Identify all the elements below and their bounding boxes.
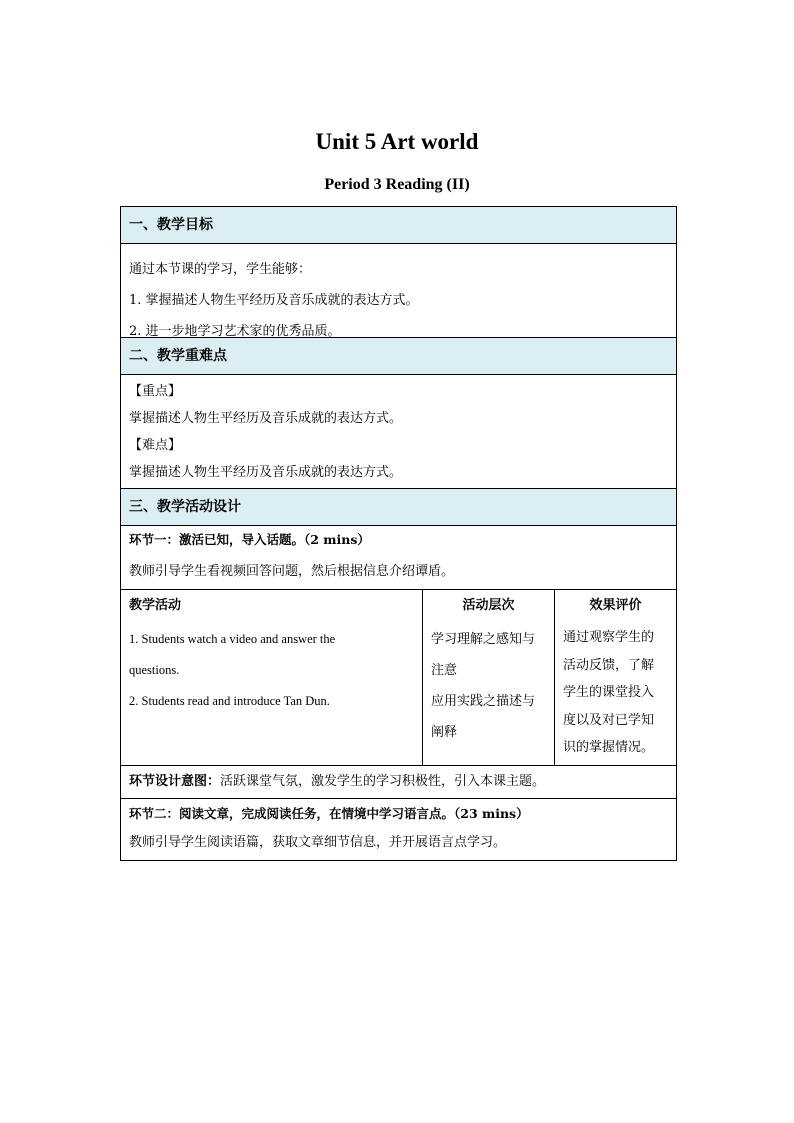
evaluation-line: 学生的课堂投入: [563, 685, 655, 700]
activity-table: [121, 590, 676, 766]
activity-line: 1. Students watch a video and answer the: [129, 632, 336, 646]
goals-intro: 通过本节课的学习，学生能够：: [129, 262, 312, 277]
evaluation-line: 通过观察学生的: [563, 630, 655, 645]
evaluation-line: 识的掌握情况。: [563, 740, 655, 755]
key-point-label: 【重点】: [129, 384, 182, 399]
difficult-point-label: 【难点】: [129, 438, 182, 453]
goals-item-1: 1. 掌握描述人物生平经历及音乐成就的表达方式。: [129, 293, 419, 308]
evaluation-column-header: 效果评价: [589, 598, 642, 613]
page-subtitle: Period 3 Reading (II): [324, 176, 470, 193]
step1-intent-text: 活跃课堂气氛，激发学生的学习积极性，引入本课主题。: [220, 774, 546, 789]
activity-column: [121, 590, 423, 765]
evaluation-line: 活动反馈，了解: [563, 657, 655, 673]
step1-intent-label: 环节设计意图：: [129, 774, 221, 789]
key-point-text: 掌握描述人物生平经历及音乐成就的表达方式。: [129, 411, 403, 426]
activity-line: questions.: [129, 663, 180, 677]
goals-content: [121, 244, 676, 338]
step1-intent: [121, 766, 676, 799]
level-line: 应用实践之描述与: [431, 694, 536, 709]
evaluation-line: 度以及对已学知: [563, 712, 655, 728]
lesson-plan-table: [120, 206, 677, 861]
step1-title: 环节一：激活已知，导入话题。（2 mins）: [129, 532, 370, 547]
evaluation-column: [555, 590, 676, 765]
goals-item-2: 2. 进一步地学习艺术家的优秀品质。: [129, 324, 341, 339]
level-line: 阐释: [431, 725, 458, 740]
level-column-header: 活动层次: [462, 598, 515, 613]
step2-desc: 教师引导学生阅读语篇，获取文章细节信息，并开展语言点学习。: [129, 835, 507, 850]
section-heading-focus: 二、教学重难点: [121, 338, 676, 375]
focus-content: [121, 375, 676, 489]
step1-desc: 教师引导学生看视频回答问题，然后根据信息介绍谭盾。: [121, 554, 676, 590]
activity-column-header: 教学活动: [129, 598, 182, 613]
page-title: Unit 5 Art world: [315, 129, 479, 154]
level-line: 学习理解之感知与: [431, 632, 536, 647]
step2-title: 环节二：阅读文章，完成阅读任务，在情境中学习语言点。（23 mins）: [129, 806, 529, 821]
section-heading-goals: 一、教学目标: [121, 207, 676, 244]
difficult-point-text: 掌握描述人物生平经历及音乐成就的表达方式。: [129, 465, 403, 480]
level-column: [423, 590, 555, 765]
level-line: 注意: [431, 663, 458, 678]
activity-line: 2. Students read and introduce Tan Dun.: [129, 694, 330, 708]
section-heading-activities: 三、教学活动设计: [121, 489, 676, 526]
